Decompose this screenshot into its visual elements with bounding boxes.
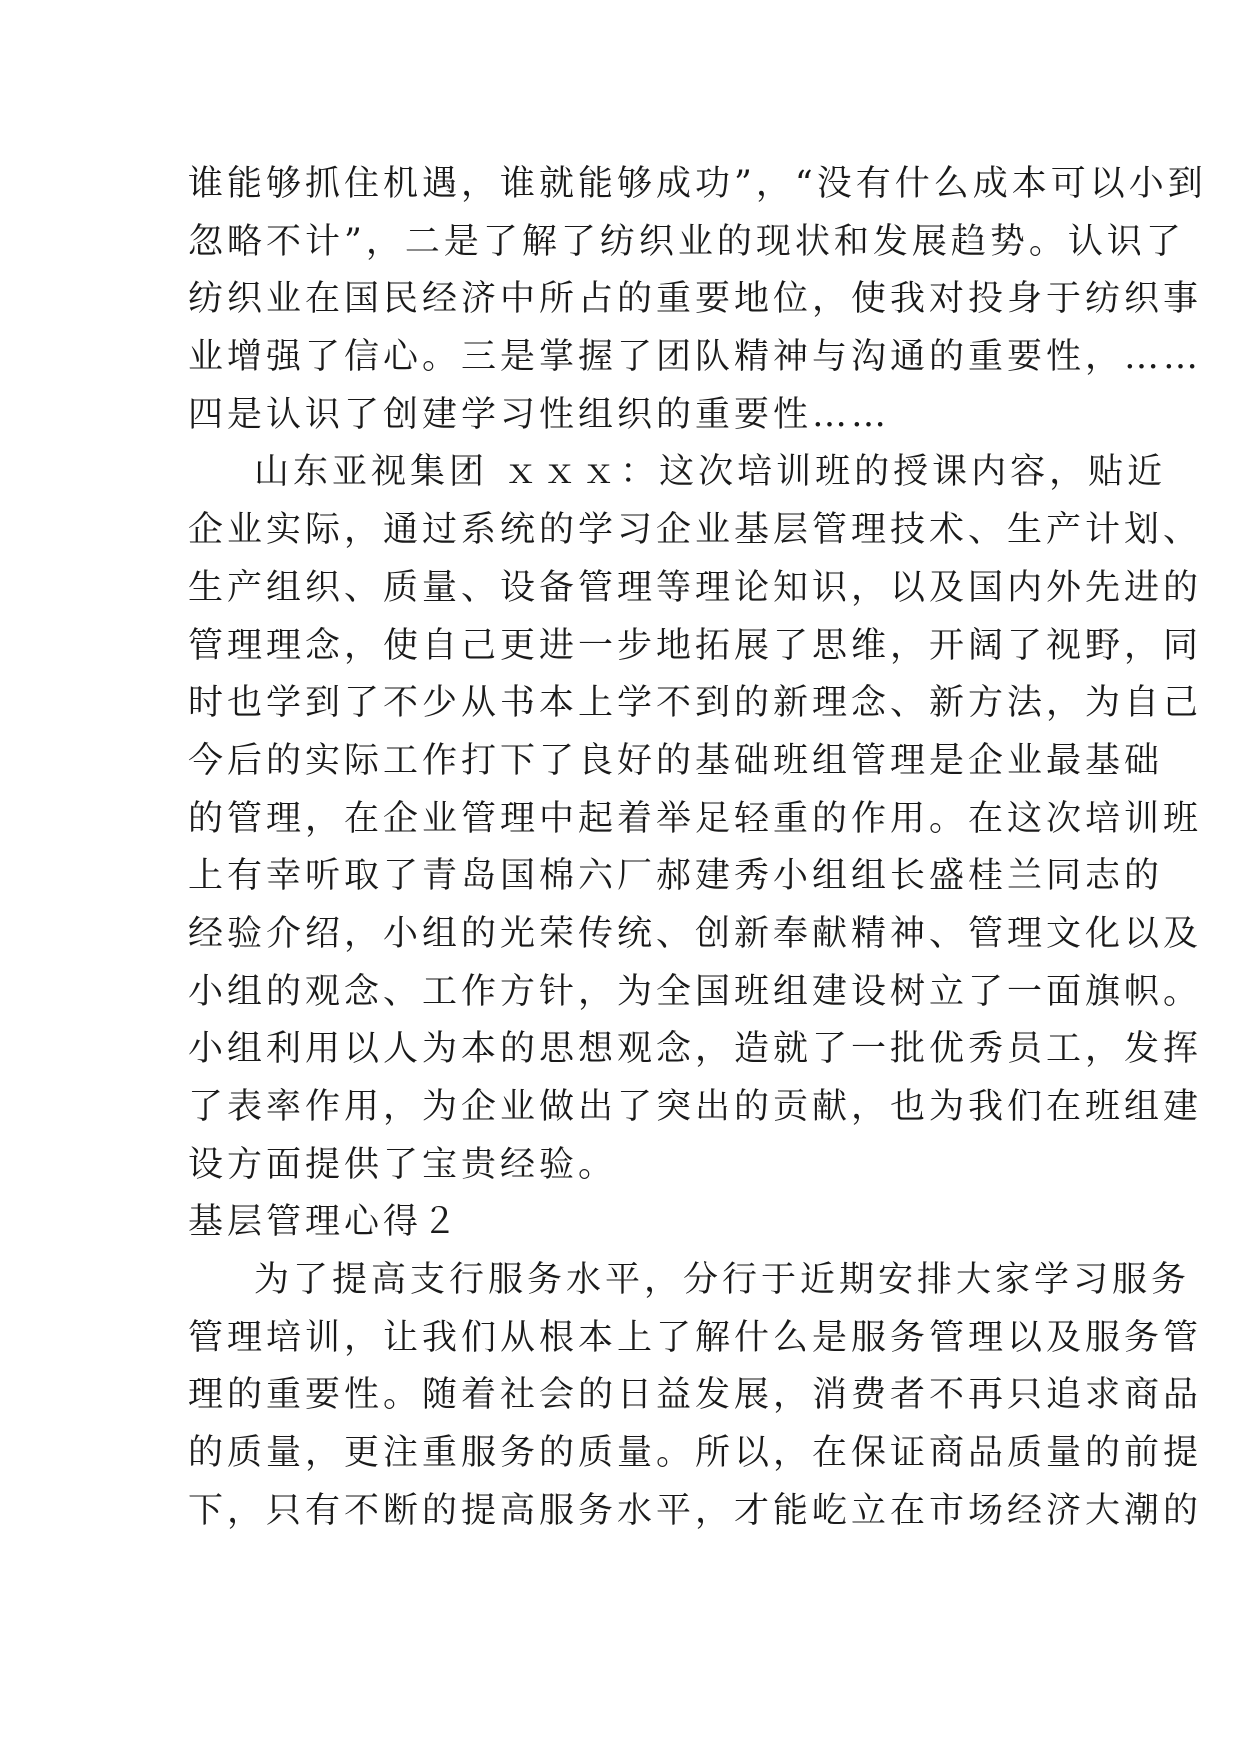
text-line: 小组的观念、工作方针，为全国班组建设树立了一面旗帜。 — [188, 971, 1203, 1012]
text-line: 时也学到了不少从书本上学不到的新理念、新方法，为自己 — [188, 683, 1203, 724]
text-line: 生产组织、质量、设备管理等理论知识，以及国内外先进的 — [188, 567, 1203, 608]
paragraph-first-line: 山东亚视集团 ｘｘｘ：这次培训班的授课内容，贴近 — [254, 452, 1167, 493]
paragraph-first-line: 为了提高支行服务水平，分行于近期安排大家学习服务 — [254, 1260, 1191, 1301]
text-line: 谁能够抓住机遇，谁就能够成功”，“没有什么成本可以小到 — [188, 164, 1207, 204]
text-line: 经验介绍，小组的光荣传统、创新奉献精神、管理文化以及 — [188, 913, 1203, 954]
document-body — [188, 156, 1207, 1541]
text-line: 纺织业在国民经济中所占的重要地位，使我对投身于纺织事 — [188, 279, 1203, 320]
section-heading: 基层管理心得２ — [188, 1202, 462, 1243]
text-line: 上有幸听取了青岛国棉六厂郝建秀小组组长盛桂兰同志的 — [188, 856, 1164, 897]
text-line: 今后的实际工作打下了良好的基础班组管理是企业最基础 — [188, 740, 1164, 781]
text-line: 小组利用以人为本的思想观念，造就了一批优秀员工，发挥 — [188, 1029, 1203, 1070]
text-line: 下，只有不断的提高服务水平，才能屹立在市场经济大潮的 — [188, 1490, 1203, 1531]
text-line: 的管理，在企业管理中起着举足轻重的作用。在这次培训班 — [188, 798, 1203, 839]
text-line: 管理理念，使自己更进一步地拓展了思维，开阔了视野，同 — [188, 625, 1203, 666]
text-line: 四是认识了创建学习性组织的重要性…… — [188, 394, 891, 435]
text-line: 忽略不计”，二是了解了纺织业的现状和发展趋势。认识了 — [188, 221, 1185, 262]
text-line: 管理培训，让我们从根本上了解什么是服务管理以及服务管 — [188, 1317, 1203, 1358]
text-line: 设方面提供了宝贵经验。 — [188, 1144, 618, 1185]
text-line: 了表率作用，为企业做出了突出的贡献，也为我们在班组建 — [188, 1087, 1203, 1127]
text-line: 的质量，更注重服务的质量。所以，在保证商品质量的前提 — [188, 1433, 1203, 1474]
text-line: 业增强了信心。三是掌握了团队精神与沟通的重要性，…… — [188, 337, 1203, 378]
text-line: 企业实际，通过系统的学习企业基层管理技术、生产计划、 — [188, 510, 1203, 551]
text-line: 理的重要性。随着社会的日益发展，消费者不再只追求商品 — [188, 1375, 1203, 1416]
